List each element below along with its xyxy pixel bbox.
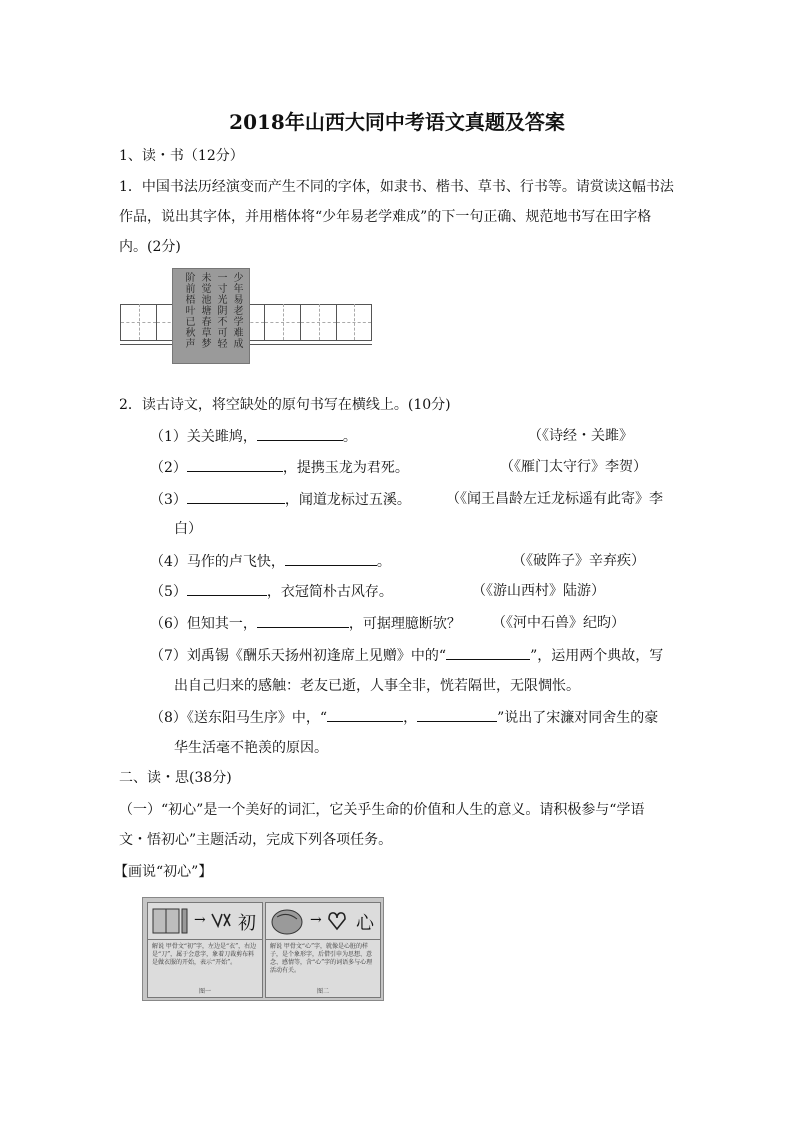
item-source: （《诗经・关雎》 — [528, 428, 633, 444]
item-number: （4） — [150, 554, 187, 570]
page-title: 2018年山西大同中考语文真题及答案 — [229, 110, 565, 134]
calligraphy-column: 少年易老学难成 — [233, 273, 244, 350]
grid-cell[interactable] — [264, 304, 300, 340]
item-source: （《河中石兽》纪昀） — [492, 615, 625, 631]
item-text-mid: ， — [403, 710, 418, 726]
answer-blank[interactable] — [417, 707, 497, 722]
answer-blank[interactable] — [257, 426, 343, 441]
heart-organ-icon — [269, 905, 307, 937]
answer-blank[interactable] — [327, 707, 403, 722]
item-text-before: 刘禹锡《酬乐天扬州初逢席上见赠》中的“ — [186, 648, 447, 664]
figure-caption: 图二 — [316, 988, 329, 995]
item-source: （《破阵子》辛弃疾） — [512, 553, 645, 569]
item-source: （《雁门太守行》李贺） — [500, 459, 647, 475]
item-source-continued: 白） — [174, 521, 202, 537]
modern-character: 初 — [238, 913, 256, 934]
item-text-before: 马作的卢飞快， — [186, 554, 285, 570]
item-text-after: ，闻道龙标过五溪。 — [284, 492, 411, 508]
answer-blank[interactable] — [187, 489, 285, 504]
item-source: （《闻王昌龄左迁龙标遥有此寄》李 — [446, 491, 663, 507]
item-text-after: ”说出了宋濂对同舍生的豪 — [497, 710, 659, 726]
item-number: （6） — [150, 616, 187, 632]
item-text-after: ，衣冠简朴古风存。 — [266, 584, 393, 600]
q2-item-6 — [150, 613, 461, 634]
grid-cell[interactable] — [300, 304, 336, 340]
calligraphy-column: 一寸光阴不可轻 — [217, 273, 228, 350]
item-number: （2） — [150, 460, 187, 476]
arrow-icon: → — [194, 912, 206, 928]
calligraphy-column: 阶前梧叶已秋声 — [185, 273, 196, 350]
item-source: （《游山西村》陆游） — [472, 583, 605, 599]
panel-explanation: 解说 甲骨文“初”字，左边是“衣”，右边是“刀”，属于会意字，象着刀裁剪布料是做衣服的开始，表示“开始”。 — [152, 943, 257, 966]
modern-character: 心 — [356, 913, 374, 934]
item-number: （1） — [150, 429, 187, 445]
item-text-before: 关关雎鸠， — [186, 429, 257, 445]
section2-intro-line1: （一）“初心”是一个美好的词汇，它关乎生命的价值和人生的意义。请积极参与“学语 — [119, 802, 645, 818]
q2-item-3 — [150, 489, 411, 510]
item-number: （3） — [150, 492, 187, 508]
grid-cell[interactable] — [336, 304, 372, 340]
q1-line2: 作品，说出其字体，并用楷体将“少年易老学难成”的下一句正确、规范地书写在田字格 — [119, 209, 652, 225]
q1-line1: 1．中国书法历经演变而产生不同的字体，如隶书、楷书、草书、行书等。请赏读这幅书法 — [119, 179, 674, 195]
item-number: （8） — [150, 710, 187, 726]
item-text-before: 但知其一， — [186, 616, 257, 632]
q2-item-4 — [150, 551, 391, 572]
arrow-icon: → — [310, 912, 322, 928]
oracle-xin-glyph-icon — [326, 909, 348, 933]
calligraphy-column: 未觉池塘春草梦 — [201, 273, 212, 350]
section2-intro-line2: 文・悟初心”主题活动，完成下列各项任务。 — [119, 832, 393, 848]
figure-caption: 图一 — [198, 988, 211, 995]
q2-item-7 — [150, 645, 663, 666]
figure-panel-2 — [265, 902, 381, 998]
panel-explanation: 解说 甲骨文“心”字，就像是心脏的样子，是个象形字，后借引申为思想、意念、感情等，含“心”字的词语多与心理活动有关。 — [270, 943, 373, 974]
oracle-chu-glyph-icon — [210, 908, 234, 934]
q2-heading: 2．读古诗文，将空缺处的原句书写在横线上。(10分) — [119, 397, 451, 413]
item-text-after: 。 — [376, 554, 391, 570]
item-text-after: ，提携玉龙为君死。 — [282, 460, 409, 476]
garment-icon — [151, 905, 191, 937]
section1-heading: 1、读・书（12分） — [119, 148, 244, 164]
q2-item-8 — [150, 707, 658, 728]
answer-blank[interactable] — [285, 551, 377, 566]
item-number: （5） — [150, 584, 187, 600]
answer-blank[interactable] — [187, 457, 283, 472]
item-continued: 出自己归来的感触：老友已逝，人事全非，恍若隔世，无限惆怅。 — [174, 678, 580, 694]
q1-line3: 内。(2分) — [119, 239, 181, 255]
figure-panel-1 — [147, 902, 263, 998]
answer-blank[interactable] — [446, 645, 530, 660]
item-continued: 华生活毫不艳羡的原因。 — [174, 740, 328, 756]
q2-item-1 — [150, 426, 357, 447]
calligraphy-artwork — [172, 268, 250, 364]
item-text-after: ，可据理臆断欤？ — [348, 616, 461, 632]
section2-heading: 二、读・思(38分) — [119, 770, 232, 786]
item-text-after: 。 — [342, 429, 357, 445]
chuxin-figure — [142, 897, 384, 1001]
answer-blank[interactable] — [257, 613, 349, 628]
item-number: （7） — [150, 648, 187, 664]
item-text-after: ”，运用两个典故，写 — [530, 648, 664, 664]
q2-item-5 — [150, 581, 393, 602]
grid-cell[interactable] — [120, 304, 156, 340]
item-text-before: 《送东阳马生序》中，“ — [186, 710, 328, 726]
answer-blank[interactable] — [187, 581, 267, 596]
section2-subheading: 【画说“初心”】 — [114, 864, 213, 880]
q2-item-2 — [150, 457, 409, 478]
